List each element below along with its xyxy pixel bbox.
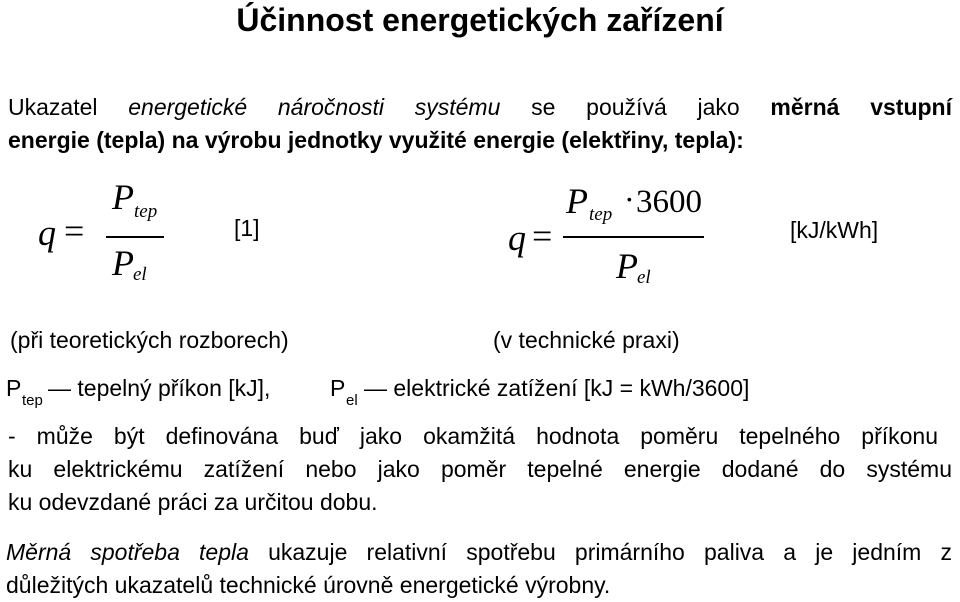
paragraph-2-italic-term: Měrná spotřeba tepla — [6, 539, 249, 565]
intro-text-c: se používá jako — [500, 94, 771, 120]
formula-2-lhs: q — [508, 218, 526, 258]
formula-1-numerator-var: P — [112, 177, 134, 217]
paragraph-1-line-2: ku elektrickému zatížení nebo jako poměr tepelné energie dodané do systému — [8, 456, 952, 482]
paragraph-1-line-3: ku odevzdané práci za určitou dobu. — [8, 489, 378, 515]
paragraph-2-text: ukazuje relativní spotřebu primárního paliva a je jedním z — [248, 539, 952, 565]
legend-symbol-p-el: P — [330, 375, 346, 401]
legend-sub-tep: tep — [22, 392, 43, 409]
formula-2-multiply-dot: · — [624, 181, 635, 217]
formula-1-note: (při teoretických rozborech) — [10, 327, 289, 353]
formula-2-numerator-sub: tep — [589, 204, 613, 225]
paragraph-2-line-2: důležitých ukazatelů technické úrovně energetické výrobny. — [6, 572, 611, 598]
intro-text-italic: energetické náročnosti systému — [128, 94, 501, 120]
legend-symbol-p-tep: P — [6, 375, 22, 401]
formula-1-tag: [1] — [234, 215, 260, 241]
formula-1-numerator-sub: tep — [134, 201, 158, 222]
intro-text-bold: měrná vstupní — [770, 94, 952, 120]
formula-2-equals: = — [532, 216, 553, 256]
formula-2-fraction-bar — [563, 236, 704, 238]
formula-2-denominator-sub: el — [637, 267, 651, 288]
formula-2-denominator-var: P — [616, 246, 638, 286]
legend-text-el: — elektrické zatížení [kJ = kWh/3600] — [364, 375, 750, 401]
page-title: Účinnost energetických zařízení — [236, 2, 724, 38]
formula-1-lhs: q — [38, 213, 56, 253]
legend-text-tep: — tepelný příkon [kJ], — [48, 375, 271, 401]
formula-2-note: (v technické praxi) — [493, 327, 680, 353]
formula-1-fraction-bar — [106, 236, 164, 238]
intro-line-1 — [8, 91, 952, 124]
paragraph-2-line-1 — [6, 536, 952, 569]
intro-text-a: Ukazatel — [8, 94, 129, 120]
paragraph-1-line-1: - může být definována buď jako okamžitá hodnota poměru tepelného příkonu — [8, 423, 938, 449]
formula-1-equals: = — [64, 211, 85, 251]
formula-1-denominator-sub: el — [133, 264, 147, 285]
formula-2-constant: 3600 — [636, 184, 702, 220]
intro-line-2: energie (tepla) na výrobu jednotky využité energie (elektřiny, tepla): — [8, 127, 744, 153]
formula-2-numerator-var: P — [566, 181, 588, 221]
formula-1-denominator-var: P — [112, 243, 134, 283]
legend-sub-el: el — [346, 392, 358, 409]
formula-2-unit: [kJ/kWh] — [790, 217, 879, 243]
